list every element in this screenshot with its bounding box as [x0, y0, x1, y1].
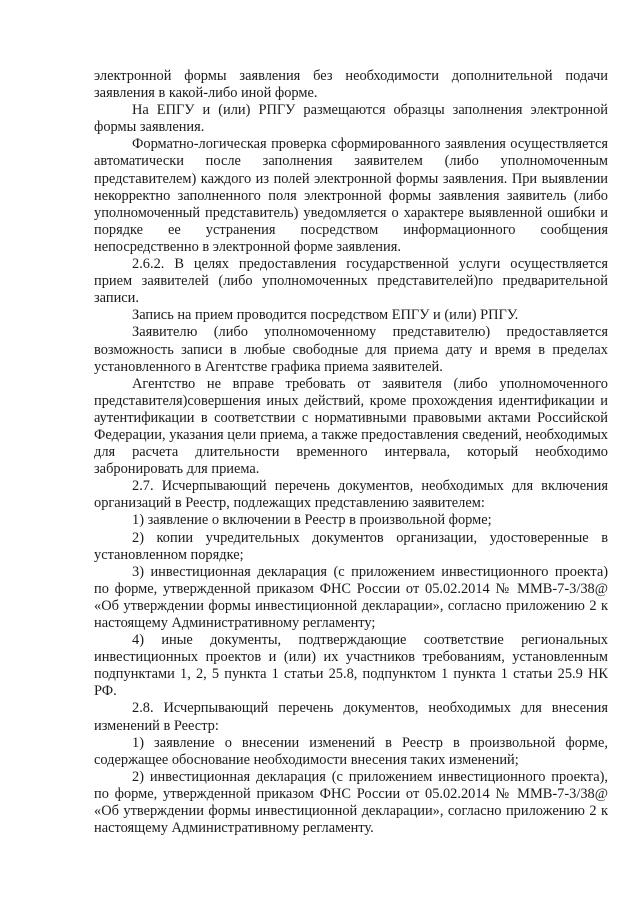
- list-item-2-7-3: 3) инвестиционная декларация (с приложением инвестиционного проекта) по форме, утвержденной приказом ФНС России от 05.02.2014 № ММВ-7-3/38@ «Об утверждении формы инвестиционной декларации», согласно приложению 2 к настоящему Административному регламенту;: [94, 563, 608, 631]
- list-item-2-8-1: 1) заявление о внесении изменений в Реестр в произвольной форме, содержащее обоснование необходимости внесения таких изменений;: [94, 734, 608, 768]
- paragraph-2-6-2: 2.6.2. В целях предоставления государственной услуги осуществляется прием заявителей (либо уполномоченных представителей)по предварительной записи.: [94, 256, 608, 307]
- paragraph-appointment: Запись на прием проводится посредством ЕПГУ и (или) РПГУ.: [132, 307, 519, 324]
- paragraph-2-8: 2.8. Исчерпывающий перечень документов, необходимых для внесения изменений в Реестр:: [94, 700, 608, 734]
- paragraph-epgu-samples: На ЕПГУ и (или) РПГУ размещаются образцы заполнения электронной формы заявления.: [94, 102, 608, 136]
- paragraph-continuation: электронной формы заявления без необходимости дополнительной подачи заявления в какой-либо иной форме.: [94, 68, 608, 102]
- paragraph-2-7: 2.7. Исчерпывающий перечень документов, необходимых для включения организаций в Реестр, подлежащих представлению заявителем:: [94, 478, 608, 512]
- list-item-2-8-2: 2) инвестиционная декларация (с приложением инвестиционного проекта), по форме, утвержденной приказом ФНС России от 05.02.2014 № ММВ-7-3/38@ «Об утверждении формы инвестиционной декларации», согласно приложению 2 к настоящему Административному регламенту.: [94, 768, 608, 837]
- list-item-2-7-1: 1) заявление о включении в Реестр в произвольной форме;: [132, 512, 492, 529]
- list-item-2-7-2: 2) копии учредительных документов организации, удостоверенные в установленном порядке;: [94, 529, 608, 563]
- paragraph-format-check: Форматно-логическая проверка сформированного заявления осуществляется автоматически после заполнения заявителем (либо уполномоченным представителем) каждого из полей электронной формы заявления. При выявлении некорректно заполненного поля электронной формы заявления заявитель (либо уполномоченный представитель) уведомляется о характере выявленной ошибки и порядке ее устранения посредством информационного сообщения непосредственно в электронной форме заявления.: [94, 136, 608, 255]
- paragraph-agency-restriction: Агентство не вправе требовать от заявителя (либо уполномоченного представителя)совершения иных действий, кроме прохождения идентификации и аутентификации в соответствии с нормативными правовыми актами Российской Федерации, указания цели приема, а также предоставления сведений, необходимых для расчета длительности временного интервала, который необходимо забронировать для приема.: [94, 375, 608, 478]
- paragraph-appointment-choice: Заявителю (либо уполномоченному представителю) предоставляется возможность записи в любые свободные для приема дату и время в пределах установленного в Агентстве графика приема заявителей.: [94, 324, 608, 375]
- list-item-2-7-4: 4) иные документы, подтверждающие соответствие региональных инвестиционных проектов и (или) их участников требованиям, установленным подпунктами 1, 2, 5 пункта 1 статьи 25.8, подпунктом 1 пункта 1 статьи 25.9 НК РФ.: [94, 632, 608, 700]
- document-body: [94, 68, 608, 837]
